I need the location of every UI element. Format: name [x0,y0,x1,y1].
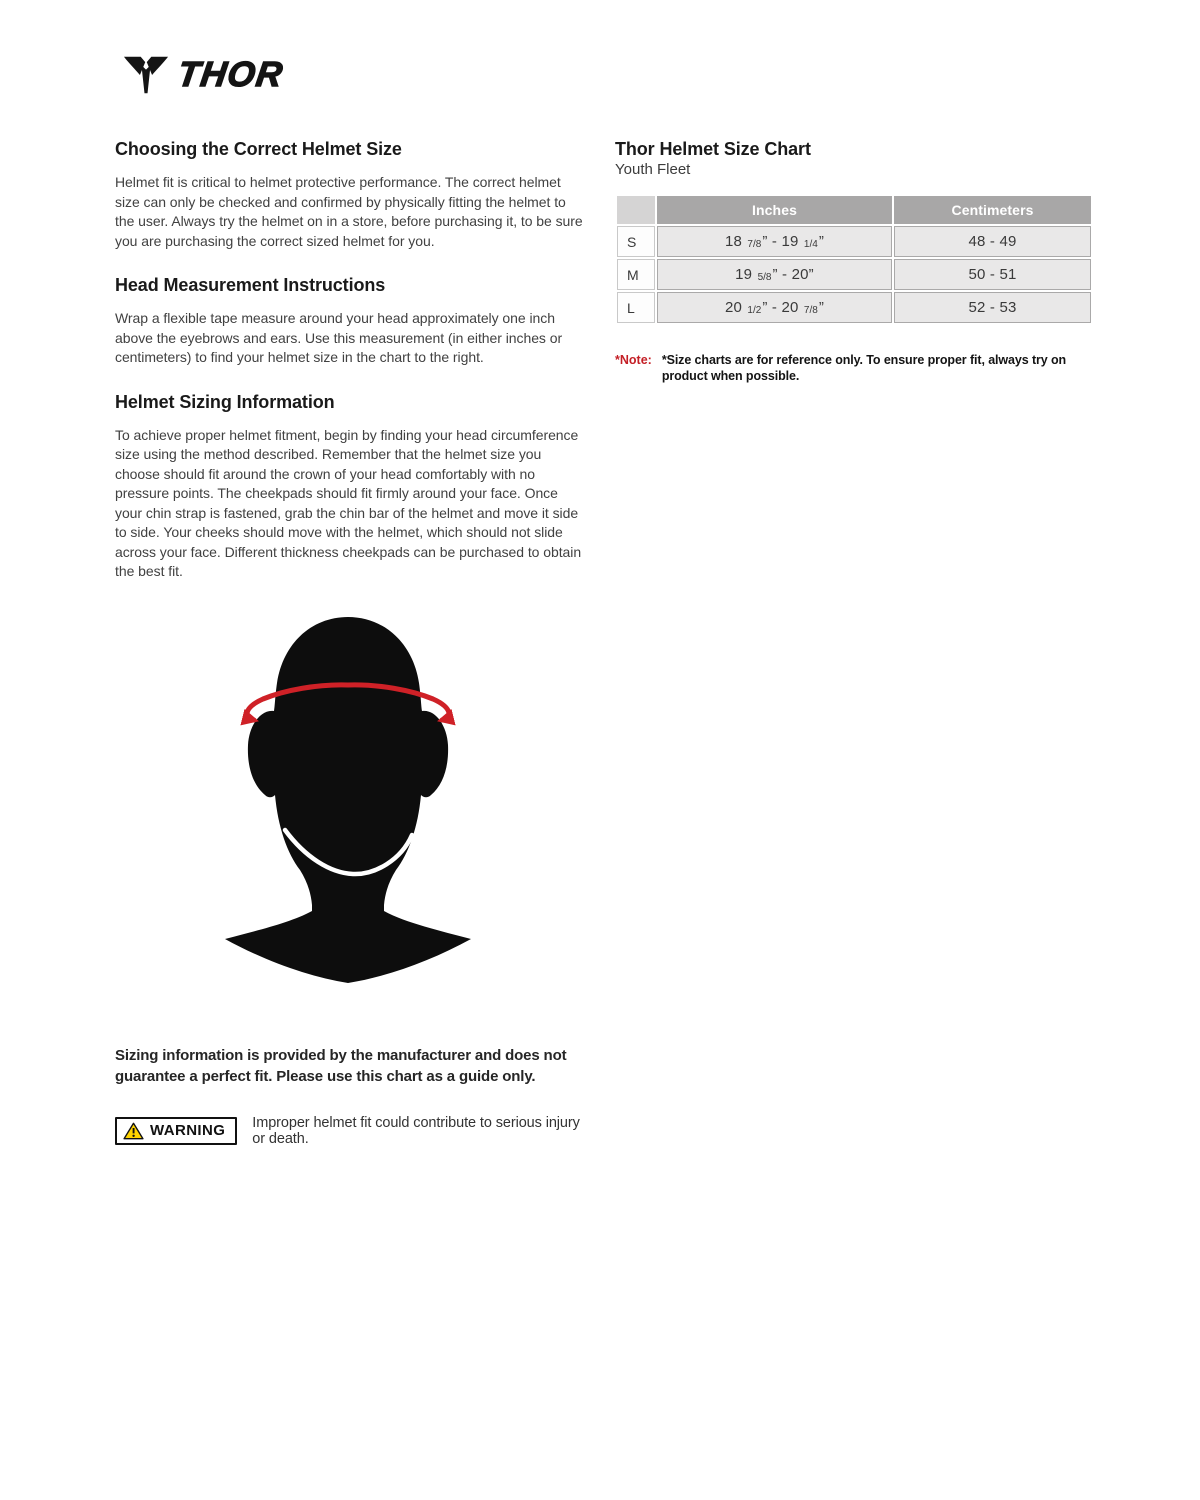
thor-y-icon [123,56,169,94]
inches-value-cell: 20 1/2” - 20 7/8” [657,292,892,323]
centimeters-value-cell: 52 - 53 [894,292,1091,323]
content-columns [115,138,1085,1147]
centimeters-value-cell: 48 - 49 [894,226,1091,257]
size-table [615,194,1093,325]
thor-wordmark: THOR [175,55,286,94]
section-head-measurement [115,274,585,368]
instructions-column [115,138,585,1147]
size-label-cell: M [617,259,655,290]
head-measurement-figure [215,605,495,995]
table-row [617,292,1091,323]
chart-subtitle: Youth Fleet [615,161,691,178]
centimeters-value-cell: 50 - 51 [894,259,1091,290]
section-heading: Choosing the Correct Helmet Size [115,139,402,159]
size-table-body [617,226,1091,323]
size-table-header [617,196,1091,224]
head-silhouette-illustration [215,605,495,995]
size-label-cell: S [617,226,655,257]
section-body: Wrap a flexible tape measure around your head approximately one inch above the eyebrows and ears. Use this measurement (in either inches or centimeters) to find your helmet size in the chart to the right. [115,310,563,365]
note [615,353,1085,384]
chart-title: Thor Helmet Size Chart [615,139,811,159]
thor-logo [123,55,286,95]
corner-header-cell [617,196,655,224]
size-chart-column [615,138,1085,1147]
section-choosing-helmet-size [115,138,585,251]
section-helmet-sizing-info [115,391,585,582]
warning-label: WARNING [150,1122,226,1139]
warning-text: Improper helmet fit could contribute to serious injury or death. [252,1114,580,1147]
section-heading: Helmet Sizing Information [115,391,335,412]
warning-triangle-icon [123,1122,144,1140]
warning-row [115,1115,585,1147]
warning-box [115,1117,237,1145]
table-row [617,226,1091,257]
inches-value-cell: 19 5/8” - 20” [657,259,892,290]
manufacturer-disclaimer: Sizing information is provided by the manufacturer and does not guarantee a perfect fit. Please use this chart as a guide only. [115,1046,567,1085]
size-label-cell: L [617,292,655,323]
inches-value-cell: 18 7/8” - 19 1/4” [657,226,892,257]
table-row [617,259,1091,290]
note-text: *Size charts are for reference only. To ensure proper fit, always try on product when possible. [661,353,1067,383]
section-heading: Head Measurement Instructions [115,275,386,295]
note-label: *Note: [615,353,652,367]
centimeters-header-cell: Centimeters [894,196,1091,224]
inches-header-cell: Inches [657,196,892,224]
section-body: Helmet fit is critical to helmet protective performance. The correct helmet size can only be checked and confirmed by physically fitting the helmet to the user. Always try the helmet on in a store, before purchasing it, to be sure you are purchasing the correct sized helmet for you. [115,174,583,249]
section-body: To achieve proper helmet fitment, begin by finding your head circumference size using the method described. Remember that the helmet size you choose should fit around the crown of your head comfortably with no pressure points. The cheekpads should fit firmly around your face. Once your chin strap is fastened, grab the chin bar of the helmet and move it side to side. Your cheeks should move with the helmet, which should not slide across your face. Different thickness cheekpads can be purchased to obtain the best fit. [115,426,582,579]
head-silhouette-shape [225,617,471,983]
